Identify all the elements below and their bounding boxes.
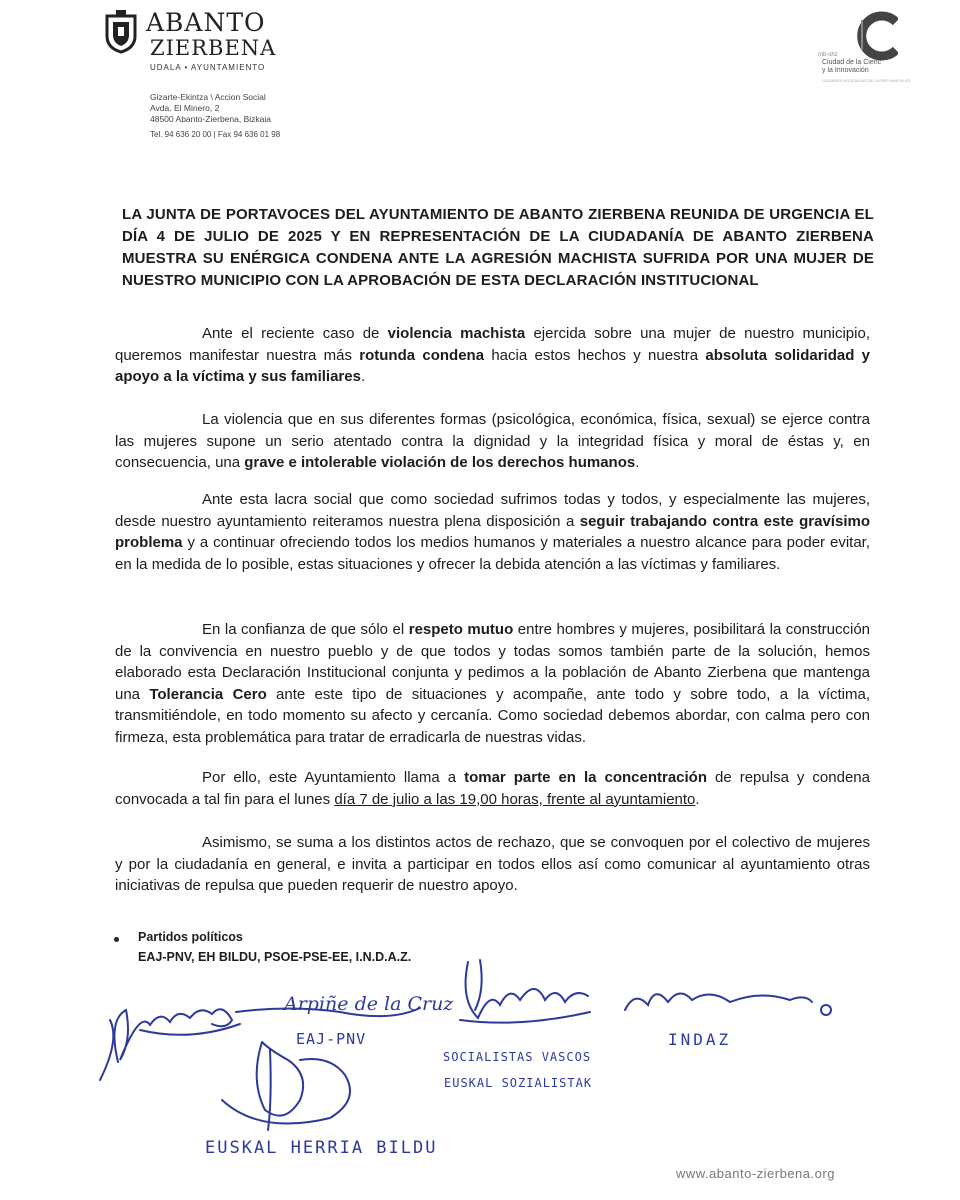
- phone-fax: Tel. 94 636 20 00 | Fax 94 636 01 98: [150, 130, 281, 139]
- paragraph-1: Ante el reciente caso de violencia machista ejercida sobre una mujer de nuestro municipio, queremos manifestar nuestra más rotunda condena hacia estos hechos y nuestra absoluta solidaridad y apoyo a la víctima y sus familiares.: [115, 325, 871, 385]
- right-logo-name-line: y la Innovación: [822, 67, 869, 74]
- signature-scribble: [475, 960, 482, 1010]
- brand-name-line1: ABANTO: [146, 8, 266, 37]
- signature-socialistas-vascos: SOCIALISTAS VASCOS: [443, 1050, 592, 1064]
- paragraph-4: En la confianza de que sólo el respeto mutuo entre hombres y mujeres, posibilitará la construcción de la convivencia en nuestro pueblo y de que todos y todas somos también parte de la solución, hemos elaborado esta Declaración Institucional conjunta y pedimos a la población de Abanto Zierbena que mantenga una Tolerancia Cero ante este tipo de situaciones y acompañe, ante todo y sobre todo, a la víctima, transmitiéndole, en todo momento su afecto y cercanía. Como sociedad debemos abordar, con calma pero con firmeza, esta problemática para tratar de erradicarla de nuestras vidas.: [115, 621, 871, 746]
- signature-circle: [821, 1005, 831, 1015]
- address-block: [150, 92, 271, 125]
- right-logo-small-text: mb-shz: [818, 52, 838, 58]
- signature-scribble: [268, 1050, 271, 1130]
- signature-euskal-sozialistak: EUSKAL SOZIALISTAK: [444, 1076, 593, 1090]
- signature-eaj-pnv: EAJ-PNV: [296, 1030, 367, 1048]
- right-logo-tiny-text: CIUDADES ASOCIADAS DE LA RED INNPULSO: [822, 78, 911, 83]
- municipal-crest-icon: [103, 8, 139, 54]
- signature-eh-bildu: EUSKAL HERRIA BILDU: [205, 1138, 438, 1158]
- parties-label: Partidos políticos: [138, 930, 243, 944]
- signature-scribble: [466, 962, 588, 1018]
- parties-list: EAJ-PNV, EH BILDU, PSOE-PSE-EE, I.N.D.A.Z.: [138, 950, 412, 964]
- signature-scribble: [100, 1020, 113, 1080]
- declaration-title: LA JUNTA DE PORTAVOCES DEL AYUNTAMIENTO DE ABANTO ZIERBENA REUNIDA DE URGENCIA EL DÍA 4 DE JULIO DE 2025 Y EN REPRESENTACIÓN DE LA CIUDADANÍA DE ABANTO ZIERBENA MUESTRA SU ENÉRGICA CONDENA ANTE LA AGRESIÓN MACHISTA SUFRIDA POR UNA MUJER DE NUESTRO MUNICIPIO CON LA APROBACIÓN DE ESTA DECLARACIÓN INSTITUCIONAL: [122, 206, 874, 289]
- footer-website: www.abanto-zierbena.org: [676, 1166, 835, 1181]
- signature-scribble: [257, 1042, 303, 1116]
- address-line: Gizarte-Ekintza \ Accion Social: [150, 92, 266, 102]
- event-date-underlined: día 7 de julio a las 19,00 horas, frente al ayuntamiento: [334, 790, 696, 808]
- paragraph-6: Asimismo, se suma a los distintos actos de rechazo, que se convoquen por el colectivo de mujeres y por la ciudadanía en general, e invita a participar en todos ellos así como comunicar al ayuntamiento otras iniciativas de repulsa que pueden requerir de nuestro apoyo.: [115, 834, 870, 894]
- address-line: 48500 Abanto-Zierbena, Bizkaia: [150, 114, 271, 124]
- right-logo-name-line: Ciudad de la Cienc: [822, 59, 882, 66]
- signature-indaz: INDAZ: [668, 1030, 732, 1049]
- brand-name-line2: ZIERBENA: [150, 36, 277, 60]
- paragraph-5: Por ello, este Ayuntamiento llama a tomar parte en la concentración de repulsa y condena convocada a tal fin para el lunes día 7 de julio a las 19,00 horas, frente al ayuntamiento.: [115, 769, 870, 808]
- address-line: Avda. El Minero, 2: [150, 103, 220, 113]
- right-logo-name: [822, 59, 881, 75]
- paragraph-2: La violencia que en sus diferentes formas (psicológica, económica, física, sexual) se ejerce contra las mujeres supone un serio atentado contra la dignidad y la integridad física y moral de éstas y, en consecuencia, una grave e intolerable violación de los derechos humanos.: [115, 411, 870, 471]
- signatures-drawing: [0, 950, 960, 1180]
- signature-arpine: Arpiñe de la Cruz: [284, 993, 454, 1015]
- brand-subtitle: UDALA • AYUNTAMIENTO: [150, 63, 266, 72]
- paragraph-3: Ante esta lacra social que como sociedad sufrimos todas y todos, y especialmente las mujeres, desde nuestro ayuntamiento reiteramos nuestra plena disposición a seguir trabajando contra este gravísimo problema y a continuar ofreciendo todos los medios humanos y materiales a nuestro alcance para poder evitar, en la medida de lo posible, estas situaciones y ofrecer la debida atención a las víctimas y familiares.: [115, 491, 870, 573]
- bullet-icon: [114, 937, 119, 942]
- signature-scribble: [625, 993, 812, 1010]
